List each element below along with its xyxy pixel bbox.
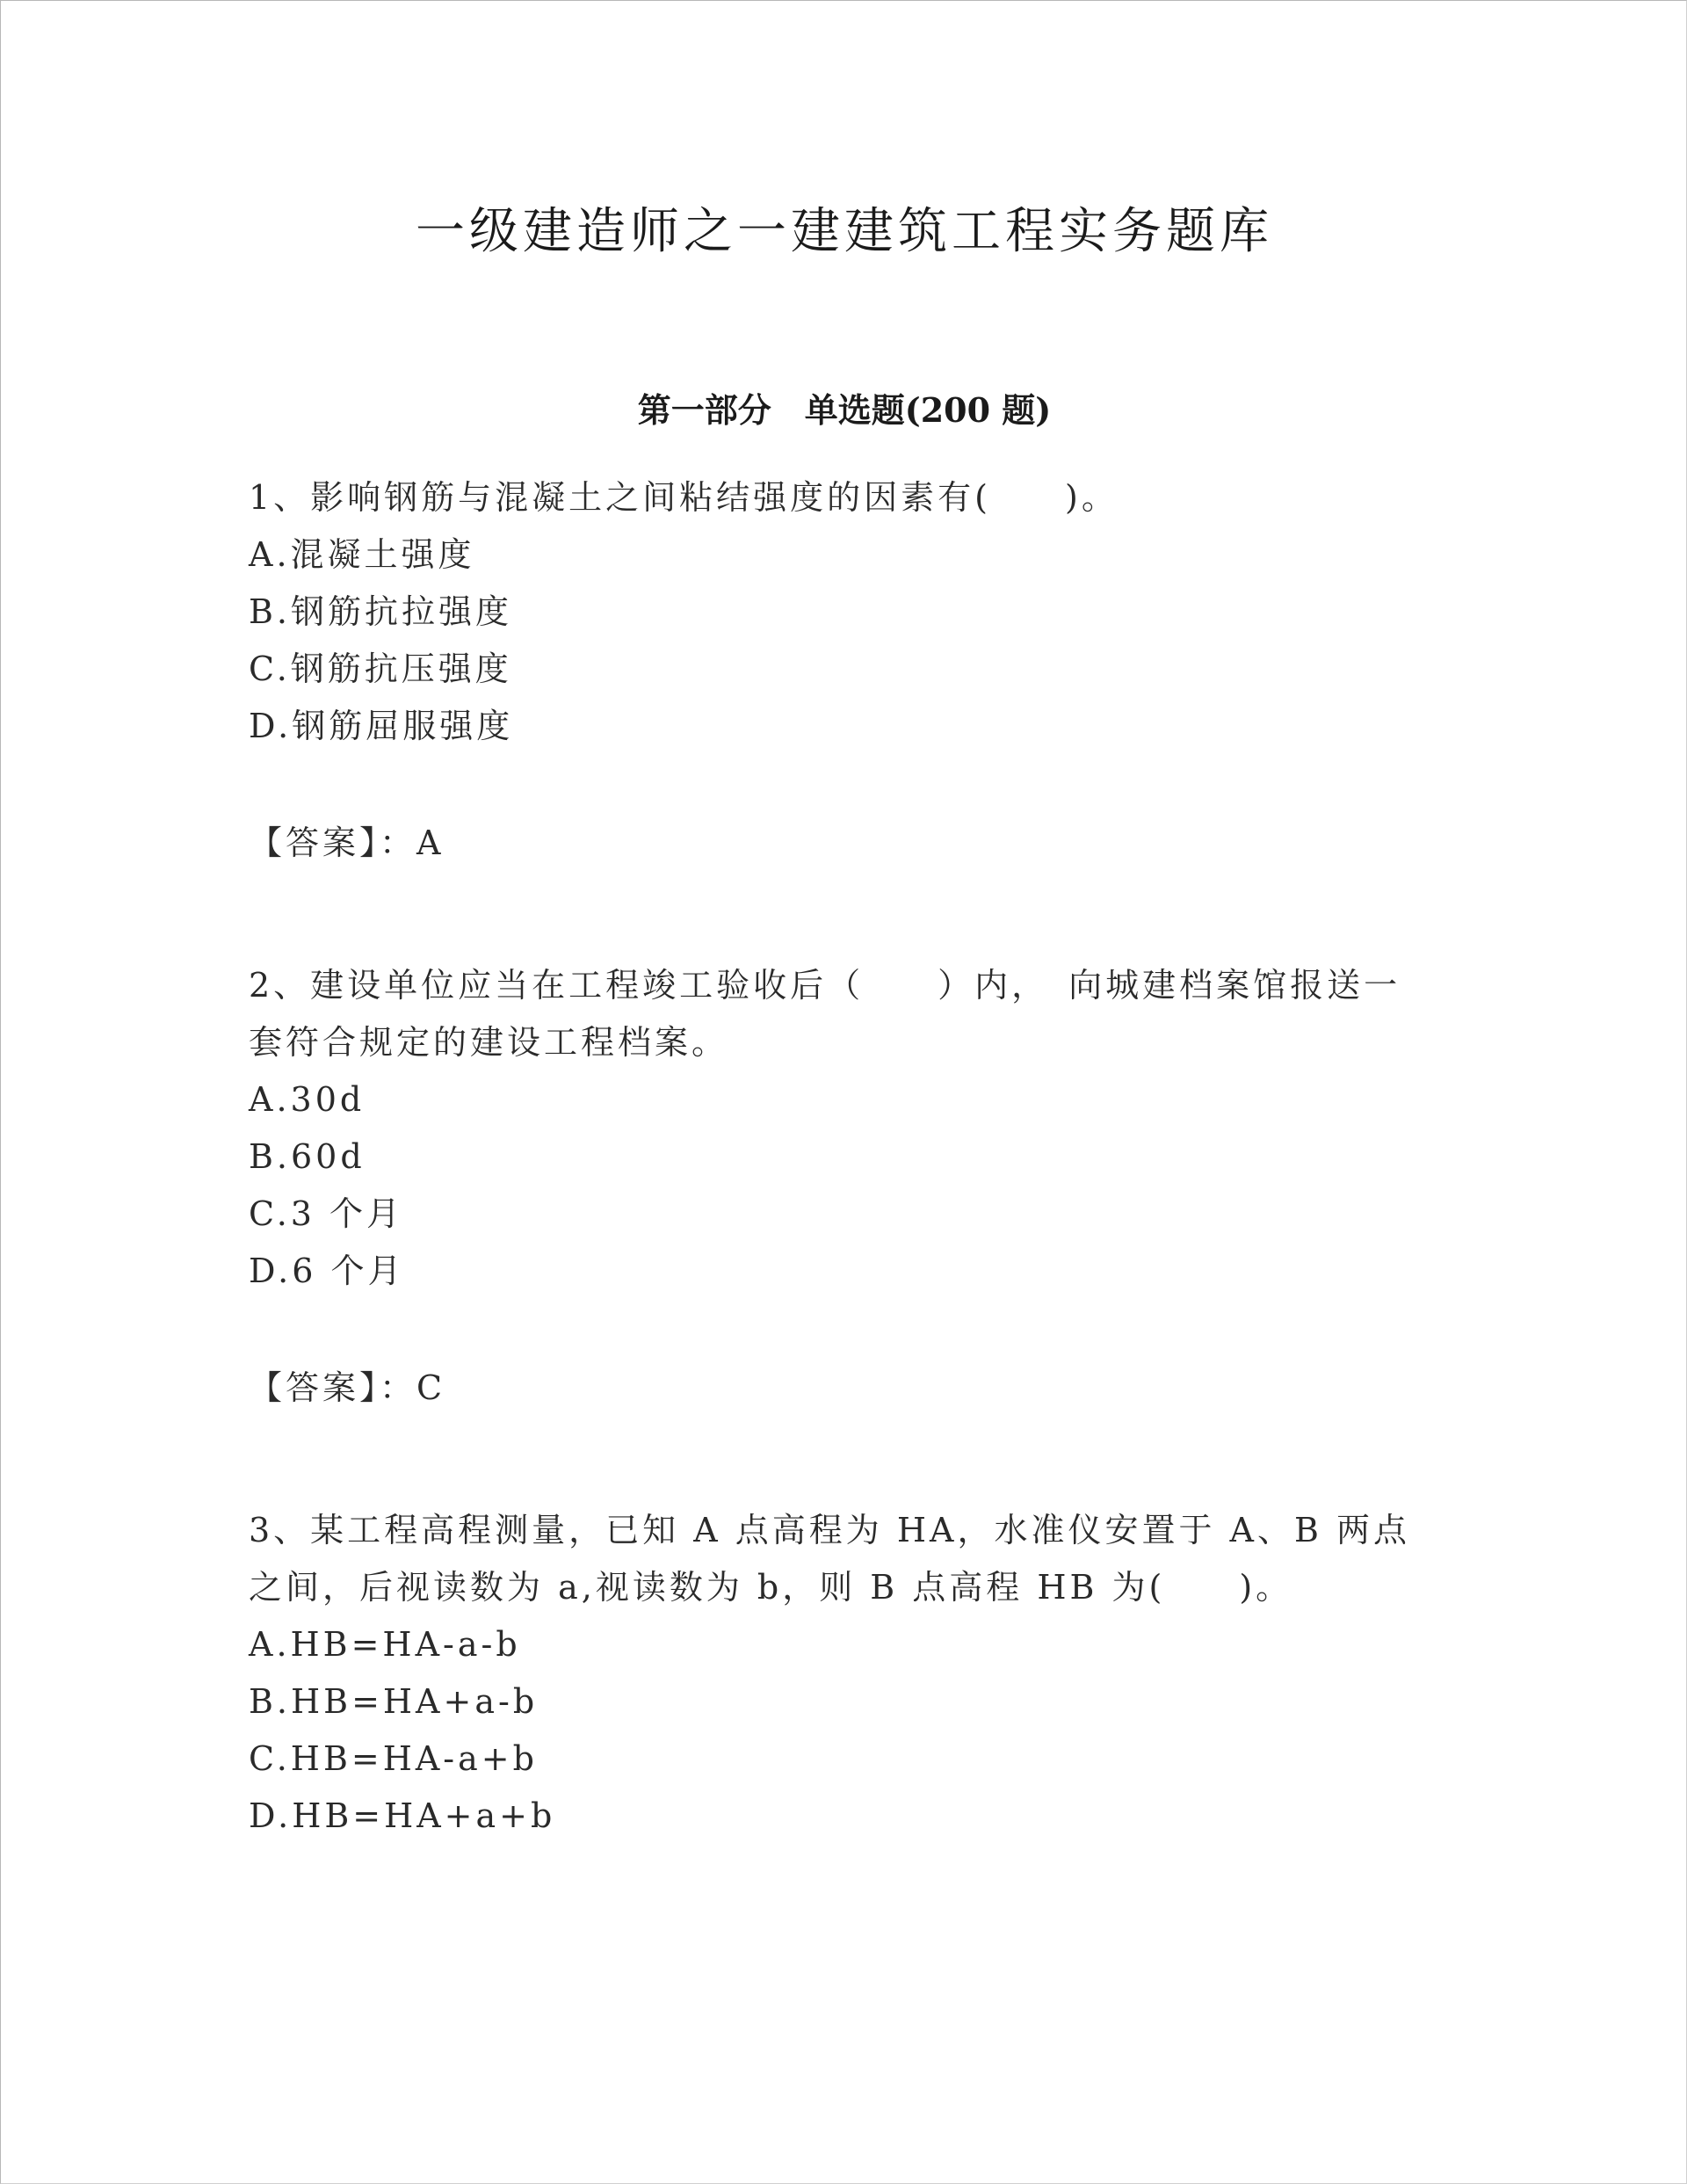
document-title: 一级建造师之一建建筑工程实务题库: [416, 203, 1273, 260]
section-heading: 第一部分 单选题(200 题): [637, 390, 1052, 430]
option-c: C.3 个月: [249, 1194, 404, 1233]
question-1: [249, 469, 1426, 755]
option-c: C.HB=HA-a+b: [249, 1739, 538, 1778]
answer-1: 【答案】：A: [249, 824, 445, 862]
question-stem: 1、影响钢筋与混凝土之间粘结强度的因素有( )。: [249, 478, 1119, 517]
option-b: B.HB=HA+a-b: [249, 1682, 539, 1721]
option-d: D.6 个月: [249, 1252, 405, 1290]
option-d: D.HB=HA+a+b: [249, 1796, 556, 1835]
question-3: [249, 1502, 1426, 1845]
answer-2: 【答案】：C: [249, 1368, 446, 1407]
option-b: B.钢筋抗拉强度: [249, 592, 513, 631]
option-a: A.混凝土强度: [249, 535, 475, 574]
question-2: [249, 957, 1426, 1300]
option-a: A.30d: [249, 1080, 366, 1119]
option-c: C.钢筋抗压强度: [249, 649, 512, 688]
option-a: A.HB=HA-a-b: [249, 1625, 521, 1664]
question-stem: 3、某工程高程测量，已知 A 点高程为 HA，水准仪安置于 A、B 两点之间，后视读数为 a,视读数为 b，则 B 点高程 HB 为( )。: [249, 1511, 1410, 1607]
option-b: B.60d: [249, 1137, 366, 1176]
option-d: D.钢筋屈服强度: [249, 707, 514, 745]
question-stem: 2、建设单位应当在工程竣工验收后（ ）内， 向城建档案馆报送一套符合规定的建设工程档案。: [249, 966, 1401, 1062]
